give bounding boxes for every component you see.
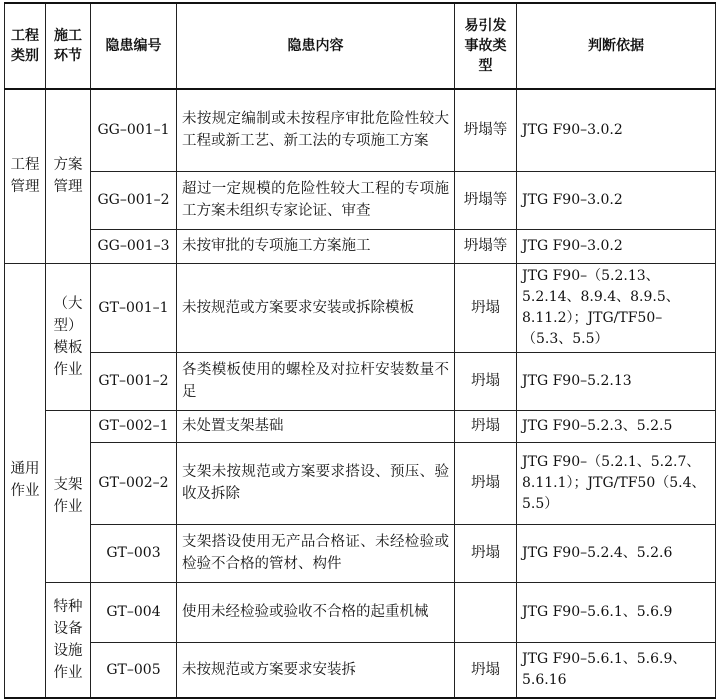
table-row xyxy=(5,352,716,410)
hazard-id: GT–001–2 xyxy=(91,352,177,410)
accident-type: 坍塌 xyxy=(455,442,517,524)
stage-cell: 方案管理 xyxy=(46,89,91,263)
header-id: 隐患编号 xyxy=(91,3,177,89)
accident-type: 坍塌 xyxy=(455,410,517,442)
hazard-id: GG–001–1 xyxy=(91,89,177,171)
accident-type: 坍塌 xyxy=(455,524,517,582)
header-basis: 判断依据 xyxy=(517,3,716,89)
hazard-id: GT–002–1 xyxy=(91,410,177,442)
stage-cell: 支架作业 xyxy=(46,410,91,582)
category-cell: 通用作业 xyxy=(5,263,46,698)
basis-cell: JTG F90–5.6.1、5.6.9、5.6.16 xyxy=(517,642,716,698)
header-row xyxy=(5,3,716,89)
hazard-id: GG–001–2 xyxy=(91,171,177,229)
hazard-content: 超过一定规模的危险性较大工程的专项施工方案未组织专家论证、审查 xyxy=(177,171,455,229)
stage-cell: 特种设备设施作业 xyxy=(46,582,91,698)
hazard-id: GT–001–1 xyxy=(91,263,177,352)
hazard-content: 支架搭设使用无产品合格证、未经检验或检验不合格的管材、构件 xyxy=(177,524,455,582)
table-row xyxy=(5,263,716,352)
table-row xyxy=(5,582,716,642)
table-row xyxy=(5,229,716,263)
table-row xyxy=(5,171,716,229)
accident-type: 坍塌等 xyxy=(455,171,517,229)
accident-type: 坍塌 xyxy=(455,642,517,698)
header-content: 隐患内容 xyxy=(177,3,455,89)
stage-cell: （大型）模板作业 xyxy=(46,263,91,410)
header-accident-type: 易引发事故类型 xyxy=(455,3,517,89)
basis-cell: JTG F90–3.0.2 xyxy=(517,171,716,229)
hazard-id: GT–003 xyxy=(91,524,177,582)
basis-cell: JTG F90–（5.2.1、5.2.7、8.11.1）；JTG/TF50（5.4、5.5） xyxy=(517,442,716,524)
header-category: 工程类别 xyxy=(5,3,46,89)
accident-type xyxy=(455,582,517,642)
accident-type: 坍塌等 xyxy=(455,229,517,263)
hazard-content: 未处置支架基础 xyxy=(177,410,455,442)
basis-cell: JTG F90–5.2.3、5.2.5 xyxy=(517,410,716,442)
basis-cell: JTG F90–5.2.13 xyxy=(517,352,716,410)
hazard-id: GT–004 xyxy=(91,582,177,642)
hazard-table xyxy=(4,2,716,699)
hazard-content: 使用未经检验或验收不合格的起重机械 xyxy=(177,582,455,642)
table-row xyxy=(5,410,716,442)
header-stage: 施工环节 xyxy=(46,3,91,89)
hazard-content: 各类模板使用的螺栓及对拉杆安装数量不足 xyxy=(177,352,455,410)
basis-cell: JTG F90–（5.2.13、5.2.14、8.9.4、8.9.5、8.11.2）；JTG/TF50–（5.3、5.5） xyxy=(517,263,716,352)
basis-cell: JTG F90–5.2.4、5.2.6 xyxy=(517,524,716,582)
table-row xyxy=(5,442,716,524)
hazard-id: GT–002–2 xyxy=(91,442,177,524)
hazard-content: 未按规定编制或未按程序审批危险性较大工程或新工艺、新工法的专项施工方案 xyxy=(177,89,455,171)
hazard-content: 支架未按规范或方案要求搭设、预压、验收及拆除 xyxy=(177,442,455,524)
accident-type: 坍塌 xyxy=(455,263,517,352)
table-row xyxy=(5,642,716,698)
basis-cell: JTG F90–3.0.2 xyxy=(517,229,716,263)
accident-type: 坍塌等 xyxy=(455,89,517,171)
accident-type: 坍塌 xyxy=(455,352,517,410)
category-cell: 工程管理 xyxy=(5,89,46,263)
table-row xyxy=(5,524,716,582)
hazard-content: 未按规范或方案要求安装或拆除模板 xyxy=(177,263,455,352)
hazard-id: GG–001–3 xyxy=(91,229,177,263)
hazard-id: GT–005 xyxy=(91,642,177,698)
table-row xyxy=(5,89,716,171)
basis-cell: JTG F90–5.6.1、5.6.9 xyxy=(517,582,716,642)
basis-cell: JTG F90–3.0.2 xyxy=(517,89,716,171)
hazard-content: 未按规范或方案要求安装拆 xyxy=(177,642,455,698)
hazard-content: 未按审批的专项施工方案施工 xyxy=(177,229,455,263)
